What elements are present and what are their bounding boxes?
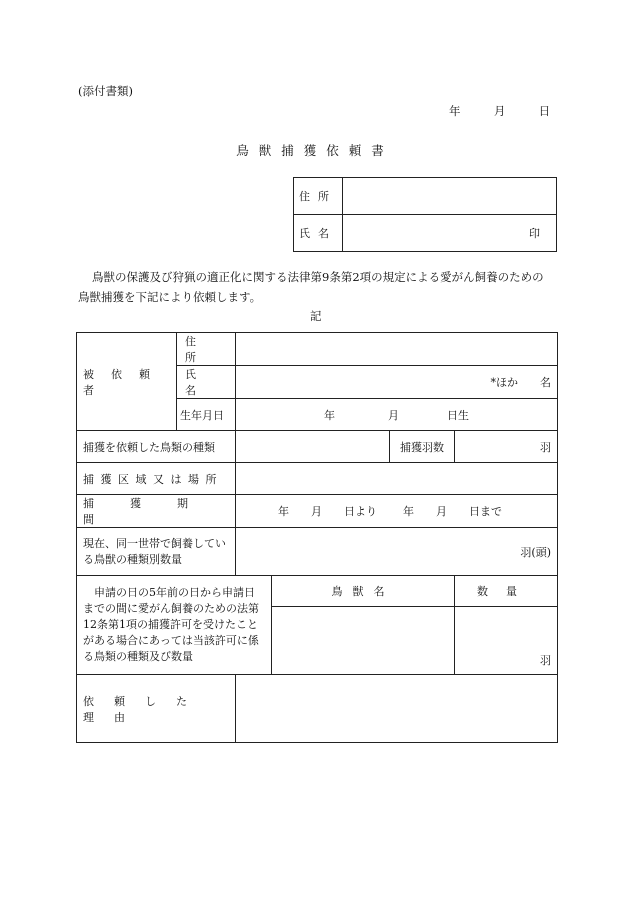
requestee-name-label: 氏名 (177, 366, 236, 399)
others-note: *ほか 名 (490, 376, 551, 389)
period-to: 年 月 日まで (403, 505, 502, 518)
birth-label: 生年月日 (177, 399, 236, 431)
species-field[interactable] (236, 431, 390, 463)
reason-label: 依頼した理由 (77, 675, 236, 743)
area-field[interactable] (236, 463, 558, 495)
period-label: 捕獲期間 (77, 495, 236, 528)
ki-label: 記 (310, 309, 322, 323)
count-field[interactable] (455, 431, 558, 463)
permit-species-field[interactable] (272, 607, 455, 675)
count-label: 捕獲羽数 (390, 431, 455, 463)
date-month: 月 (493, 104, 506, 118)
date-day: 日 (538, 104, 551, 118)
intro-line-2: 鳥獣捕獲を下記により依頼します。 (78, 290, 262, 304)
applicant-box (293, 177, 557, 252)
requestee-label: 被依頼者 (77, 333, 177, 431)
request-table (76, 332, 558, 743)
permit-unit: 羽 (540, 654, 551, 667)
permit-qty-field[interactable] (455, 607, 558, 675)
date-year: 年 (449, 104, 461, 118)
page-title: 鳥獣捕獲依頼書 (236, 143, 394, 158)
attachment-label: (添付書類) (78, 84, 133, 98)
count-unit: 羽 (540, 440, 551, 454)
applicant-name-label: 氏名 (294, 215, 343, 252)
period-field[interactable] (236, 495, 558, 528)
household-unit: 羽(頭) (520, 545, 551, 559)
reason-field[interactable] (236, 675, 558, 743)
species-label: 捕獲を依頼した鳥類の種類 (77, 431, 236, 463)
requestee-address-field[interactable] (236, 333, 558, 366)
applicant-name-field[interactable] (343, 215, 557, 252)
area-label: 捕獲区域又は場所 (77, 463, 236, 495)
intro-line-1: 鳥獣の保護及び狩猟の適正化に関する法律第9条第2項の規定による愛がん飼養のための (92, 270, 544, 284)
permit-species-header: 鳥獣名 (272, 576, 455, 607)
household-field[interactable] (236, 528, 558, 576)
permit-qty-header: 数量 (455, 576, 558, 607)
birth-month: 月 (388, 408, 399, 422)
date-line (449, 104, 550, 119)
requestee-address-label: 住所 (177, 333, 236, 366)
household-label: 現在、同一世帯で飼養している鳥獣の種類別数量 (77, 528, 236, 576)
applicant-address-label: 住所 (294, 178, 343, 215)
requestee-name-field[interactable] (236, 366, 558, 399)
permit-label: 申請の日の5年前の日から申請日までの間に愛がん飼養のための法第12条第1項の捕獲許可を受けたことがある場合にあっては当該許可に係る鳥類の種類及び数量 (77, 576, 272, 675)
birth-day: 日生 (447, 408, 469, 422)
applicant-address-field[interactable] (343, 178, 557, 215)
birth-field[interactable] (236, 399, 558, 431)
period-from: 年 月 日より (278, 505, 377, 518)
seal-mark: 印 (529, 227, 540, 240)
birth-year: 年 (324, 408, 335, 422)
